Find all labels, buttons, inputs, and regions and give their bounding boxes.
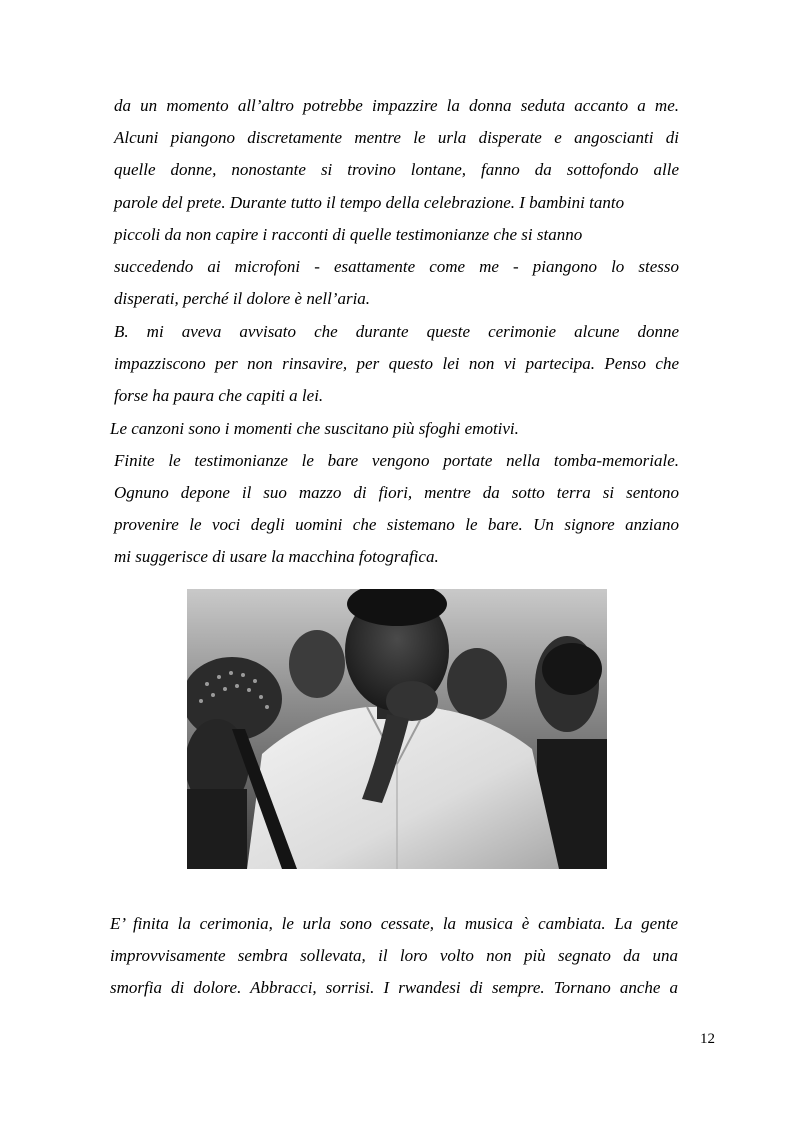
text-line: smorfia di dolore. Abbracci, sorrisi. I rwandesi di sempre. Tornano anche a — [110, 978, 678, 997]
text-line: E’ finita la cerimonia, le urla sono cessate, la musica è cambiata. La gente — [110, 914, 678, 933]
text-line: Le canzoni sono i momenti che suscitano più sfoghi emotivi. — [110, 419, 519, 438]
text-line: da un momento all’altro potrebbe impazzire la donna seduta accanto a me. — [114, 96, 679, 115]
text-line: disperati, perché il dolore è nell’aria. — [114, 289, 371, 308]
page-number: 12 — [700, 1031, 715, 1047]
text-line: impazziscono per non rinsavire, per questo lei non vi partecipa. Penso che — [114, 354, 679, 373]
text-line: Finite le testimonianze le bare vengono portate nella tomba-memoriale. — [114, 451, 679, 470]
text-line: mi suggerisce di usare la macchina fotografica. — [114, 547, 439, 566]
text-line: B. mi aveva avvisato che durante queste cerimonie alcune donne — [114, 322, 679, 341]
photograph-icon — [187, 589, 607, 869]
text-line: parole del prete. Durante tutto il tempo della celebrazione. I bambini tanto — [114, 193, 625, 212]
text-line: Ognuno depone il suo mazzo di fiori, mentre da sotto terra si sentono — [114, 483, 679, 502]
text-line: quelle donne, nonostante si trovino lontane, fanno da sottofondo alle — [114, 160, 679, 179]
text-line: provenire le voci degli uomini che sistemano le bare. Un signore anziano — [114, 515, 679, 534]
text-line: Alcuni piangono discretamente mentre le urla disperate e angoscianti di — [114, 128, 679, 147]
text-line: succedendo ai microfoni - esattamente come me - piangono lo stesso — [114, 257, 679, 276]
text-line: forse ha paura che capiti a lei. — [114, 386, 324, 405]
text-line: improvvisamente sembra sollevata, il loro volto non più segnato da una — [110, 946, 678, 965]
photograph — [187, 589, 607, 869]
text-line: piccoli da non capire i racconti di quelle testimonianze che si stanno — [114, 225, 583, 244]
